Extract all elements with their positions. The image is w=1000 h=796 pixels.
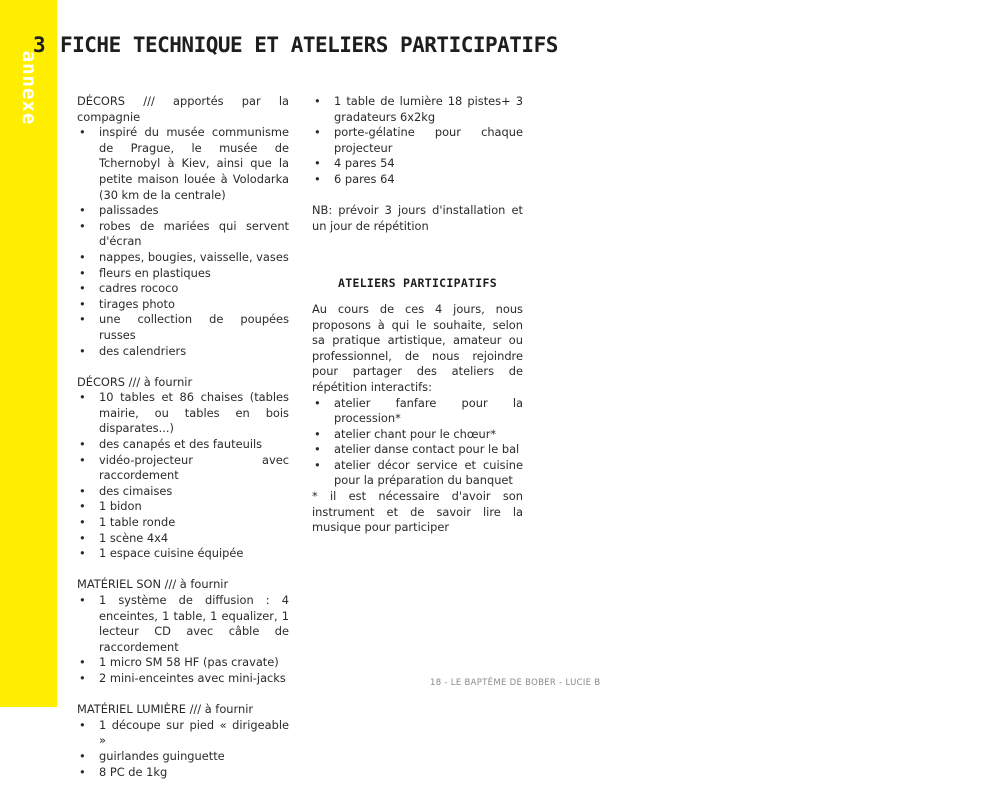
decors-provide-section <box>77 375 289 562</box>
list-item: • une collection de poupées russes <box>77 312 289 343</box>
page-title: FICHE TECHNIQUE ET ATELIERS PARTICIPATIFS <box>60 33 558 57</box>
list-item: • atelier décor service et cuisine pour la préparation du banquet <box>312 458 523 489</box>
decors-company-section <box>77 94 289 359</box>
list-item: • 1 bidon <box>77 499 289 515</box>
list-item: • robes de mariées qui servent d'écran <box>77 219 289 250</box>
list-item: • 6 pares 64 <box>312 172 523 188</box>
list-item: • 1 micro SM 58 HF (pas cravate) <box>77 655 289 671</box>
decors-provide-list <box>77 390 289 562</box>
ateliers-footnote: * il est nécessaire d'avoir son instrument et de savoir lire la musique pour participer <box>312 489 523 535</box>
heading-strong: DÉCORS <box>77 94 126 108</box>
ateliers-list <box>312 396 523 490</box>
heading-rest: /// à fournir <box>161 577 229 592</box>
list-item: • 1 table ronde <box>77 515 289 531</box>
heading-strong: MATÉRIEL LUMIÈRE <box>77 702 186 717</box>
sound-section <box>77 577 289 686</box>
section-heading <box>77 375 289 391</box>
light-list <box>77 718 289 780</box>
list-item: • 1 système de diffusion : 4 enceintes, 1 table, 1 equalizer, 1 lecteur CD avec câble de raccordement <box>77 593 289 655</box>
list-item: • nappes, bougies, vaisselle, vases <box>77 250 289 266</box>
list-item: • inspiré du musée communisme de Prague, le musée de Tchernobyl à Kiev, ainsi que la petite maison louée à Volodarka (30 km de la centrale) <box>77 125 289 203</box>
right-column <box>312 94 523 536</box>
list-item: • fleurs en plastiques <box>77 266 289 282</box>
section-heading <box>77 577 289 593</box>
page-footer: 18 - LE BAPTÊME DE BOBER - LUCIE B <box>430 678 601 688</box>
ateliers-title: ATELIERS PARTICIPATIFS <box>338 276 497 291</box>
list-item: • cadres rococo <box>77 281 289 297</box>
section-heading <box>77 94 289 125</box>
heading-rest: /// apportés par la compagnie <box>77 94 289 124</box>
decors-company-list <box>77 125 289 359</box>
list-item: • tirages photo <box>77 297 289 313</box>
heading-strong: MATÉRIEL SON <box>77 577 162 592</box>
list-item: • atelier chant pour le chœur* <box>312 427 523 443</box>
list-item: • 2 mini-enceintes avec mini-jacks <box>77 671 289 687</box>
list-item: • 8 PC de 1kg <box>77 765 289 781</box>
page-header <box>33 31 558 59</box>
list-item: • 1 découpe sur pied « dirigeable » <box>77 718 289 749</box>
installation-note: NB: prévoir 3 jours d'installation et un jour de répétition <box>312 203 523 233</box>
list-item: • palissades <box>77 203 289 219</box>
sound-list <box>77 593 289 687</box>
annex-label: annexe <box>18 50 40 126</box>
heading-rest: /// à fournir <box>125 374 193 389</box>
light-section <box>77 702 289 780</box>
list-item: • 10 tables et 86 chaises (tables mairie, ou tables en bois disparates...) <box>77 390 289 437</box>
list-item: • porte-gélatine pour chaque projecteur <box>312 125 523 156</box>
section-number: 3 <box>33 33 46 57</box>
left-column <box>77 94 289 796</box>
heading-strong: DÉCORS <box>77 374 126 389</box>
list-item: • atelier fanfare pour la procession* <box>312 396 523 427</box>
list-item: • 4 pares 54 <box>312 156 523 172</box>
list-item: • des cimaises <box>77 484 289 500</box>
list-item: • 1 scène 4x4 <box>77 531 289 547</box>
list-item: • guirlandes guinguette <box>77 749 289 765</box>
list-item: • 1 espace cuisine équipée <box>77 546 289 562</box>
list-item: • des calendriers <box>77 344 289 360</box>
list-item: • vidéo-projecteur avec raccordement <box>77 453 289 484</box>
light-continued-list <box>312 94 523 188</box>
heading-rest: /// à fournir <box>185 702 254 717</box>
section-heading <box>77 702 289 718</box>
list-item: • atelier danse contact pour le bal <box>312 442 523 458</box>
list-item: • 1 table de lumière 18 pistes+ 3 gradateurs 6x2kg <box>312 94 523 125</box>
list-item: • des canapés et des fauteuils <box>77 437 289 453</box>
ateliers-intro: Au cours de ces 4 jours, nous proposons à qui le souhaite, selon sa pratique artistique, amateur ou professionnel, de nous rejoindre pour partager des ateliers de répétition interactifs: <box>312 301 523 394</box>
